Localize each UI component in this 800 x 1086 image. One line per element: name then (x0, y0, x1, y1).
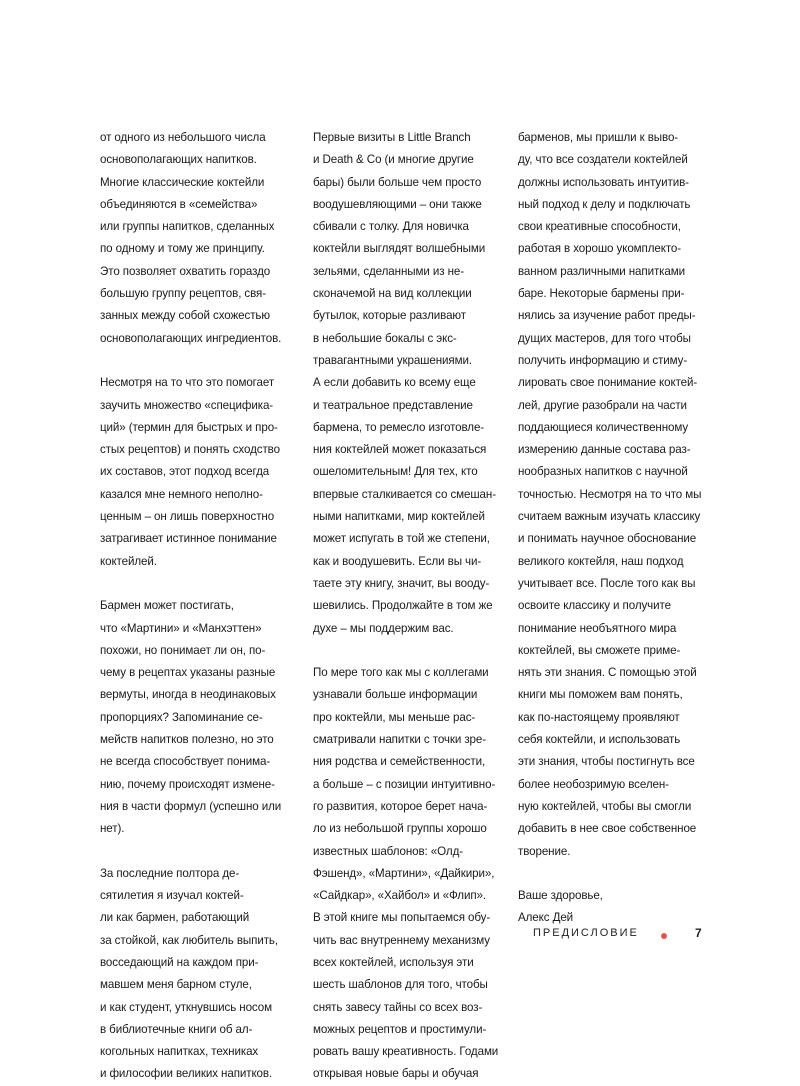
text-line: духе – мы поддержим вас. (313, 621, 454, 635)
text-line: более необозримую вселен- (518, 777, 669, 791)
text-line: свои креативные способности, (518, 220, 681, 234)
text-line: ровать вашу креативность. Годами (313, 1045, 499, 1059)
text-line: ными напитками, мир коктейлей (313, 510, 485, 524)
text-line: снять завесу тайны со всех воз- (313, 1000, 483, 1014)
text-line: нет). (100, 822, 125, 836)
text-line: нялись за изучение работ преды- (518, 309, 696, 323)
text-line: и понимать научное обоснование (518, 532, 697, 546)
text-line: себя коктейли, и использовать (518, 733, 681, 747)
text-line: понимание необъятного мира (518, 621, 677, 635)
text-line: может испугать в той же степени, (313, 532, 490, 546)
text-line: пропорциях? Запоминание се- (100, 710, 263, 724)
text-line: коктейлей, вы сможете приме- (518, 643, 681, 657)
paragraph-gap (313, 640, 503, 662)
text-line: ния родства и семейственности, (313, 755, 486, 769)
paragraph (100, 863, 292, 1086)
text-line: в библиотечные книги об ал- (100, 1022, 253, 1036)
text-line: сконачемой на вид коллекции (313, 287, 472, 301)
text-line: ций» (термин для быстрых и про- (100, 420, 278, 434)
text-line: в небольшие бокалы с экс- (313, 331, 457, 345)
text-line: измерению данные состава раз- (518, 443, 691, 457)
text-line: го развития, которое берет нача- (313, 799, 488, 813)
text-line: или группы напитков, сделанных (100, 220, 275, 234)
text-line: как и воодушевить. Если вы чи- (313, 554, 482, 568)
text-line: ния коктейлей может показаться (313, 443, 487, 457)
text-line: В этой книге мы попытаемся обу- (313, 911, 491, 925)
text-line: занных между собой схожестью (100, 309, 270, 323)
text-line: лей, другие разобрали на части (518, 398, 687, 412)
text-line: сматривали напитки с точки зре- (313, 733, 486, 747)
text-line: работая в хорошо укомплекто- (518, 242, 682, 256)
text-line: ло из небольшой группы хорошо (313, 822, 487, 836)
text-line: нообразных напитков с научной (518, 465, 688, 479)
text-line: бутылок, которые разливают (313, 309, 466, 323)
paragraph-gap (100, 350, 292, 372)
text-line: Бармен может постигать, (100, 599, 234, 613)
footer-dot-icon (661, 933, 667, 939)
text-line: шесть шаблонов для того, чтобы (313, 978, 488, 992)
text-line: и философии великих напитков. (100, 1067, 273, 1081)
text-line: а больше – с позиции интуитивно- (313, 777, 496, 791)
text-line: ценным – он лишь поверхностно (100, 510, 275, 524)
text-line: большую группу рецептов, свя- (100, 287, 266, 301)
text-line: и театральное представление (313, 398, 473, 412)
text-line: основополагающих ингредиентов. (100, 331, 282, 345)
text-line: восседающий на каждом при- (100, 955, 259, 969)
text-line: чить вас внутреннему механизму (313, 933, 490, 947)
text-line: заучить множество «специфика- (100, 398, 274, 412)
text-line: по одному и тому же принципу. (100, 242, 265, 256)
text-line: чему в рецептах указаны разные (100, 666, 276, 680)
page-footer (0, 927, 800, 947)
text-line: вермуты, иногда в неодинаковых (100, 688, 276, 702)
text-line: ду, что все создатели коктейлей (518, 153, 688, 167)
text-column-3 (518, 127, 708, 930)
text-line: барменов, мы пришли к выво- (518, 131, 679, 144)
text-line: А если добавить ко всему еще (313, 376, 476, 390)
section-title: ПРЕДИСЛОВИЕ (533, 927, 639, 939)
text-line: ный подход к делу и подключать (518, 197, 691, 211)
text-line: учитывает все. После того как вы (518, 576, 696, 590)
paragraph (313, 662, 503, 1086)
paragraph-gap (100, 841, 292, 863)
text-line: коктейлей. (100, 554, 157, 568)
text-line: творение. (518, 844, 571, 858)
text-line: Алекс Дей (518, 911, 574, 925)
text-line: можных рецептов и простимули- (313, 1022, 487, 1036)
text-line: добавить в нее свое собственное (518, 822, 697, 836)
text-line: ную коктейлей, чтобы вы смогли (518, 799, 692, 813)
text-line: великого коктейля, наш подход (518, 554, 684, 568)
text-line: коктейли выглядят волшебными (313, 242, 486, 256)
text-line: считаем важным изучать классику (518, 510, 701, 524)
text-line: Ваше здоровье, (518, 889, 603, 903)
paragraph-gap (518, 863, 708, 885)
text-line: ли как бармен, работающий (100, 911, 250, 925)
text-line: объединяются в «семейства» (100, 197, 258, 211)
text-line: поддающиеся количественному (518, 420, 689, 434)
paragraph (518, 885, 708, 930)
text-line: освоите классику и получите (518, 599, 671, 613)
text-line: казался мне немного неполно- (100, 487, 263, 501)
text-line: дущих мастеров, для того чтобы (518, 331, 691, 345)
text-line: открывая новые бары и обучая (313, 1067, 479, 1081)
text-line: По мере того как мы с коллегами (313, 666, 489, 680)
text-line: сбивали с толку. Для новичка (313, 220, 469, 234)
text-line: Это позволяет охватить гораздо (100, 264, 271, 278)
text-line: Первые визиты в Little Branch (313, 131, 471, 144)
text-line: ошеломительным! Для тех, кто (313, 465, 478, 479)
text-line: баре. Некоторые бармены при- (518, 287, 685, 301)
text-line: За последние полтора де- (100, 866, 240, 880)
text-line: книги мы поможем вам понять, (518, 688, 683, 702)
text-line: сятилетия я изучал коктей- (100, 889, 244, 903)
text-line: затрагивает истинное понимание (100, 532, 277, 546)
text-line: известных шаблонов: «Олд- (313, 844, 464, 858)
text-line: мавшем меня барном стуле, (100, 978, 252, 992)
text-line: Фэшенд», «Мартини», «Дайкири», (313, 866, 495, 880)
paragraph (313, 127, 503, 640)
text-line: стых рецептов) и понять сходство (100, 443, 280, 457)
text-line: нию, почему происходят измене- (100, 777, 275, 791)
text-line: ванном различными напитками (518, 264, 685, 278)
text-line: как по-настоящему проявляют (518, 710, 680, 724)
text-line: не всегда способствует понима- (100, 755, 271, 769)
text-line: получить информацию и стиму- (518, 353, 688, 367)
text-line: шевились. Продолжайте в том же (313, 599, 493, 613)
text-line: мейств напитков полезно, но это (100, 733, 274, 747)
text-line: Многие классические коктейли (100, 175, 265, 189)
text-line: ния в части формул (успешно или (100, 799, 282, 813)
page-number: 7 (695, 926, 702, 940)
text-line: точностью. Несмотря на то что мы (518, 487, 702, 501)
paragraph (518, 127, 708, 863)
text-line: от одного из небольшого числа (100, 131, 266, 144)
text-line: воодушевляющими – они также (313, 197, 482, 211)
text-line: впервые сталкивается со смешан- (313, 487, 496, 501)
text-line: травагантными украшениями. (313, 353, 472, 367)
text-line: зельями, сделанными из не- (313, 264, 464, 278)
text-line: за стойкой, как любитель выпить, (100, 933, 278, 947)
text-line: «Сайдкар», «Хайбол» и «Флип». (313, 889, 486, 903)
paragraph-gap (100, 573, 292, 595)
text-line: похожи, но понимает ли он, по- (100, 643, 266, 657)
paragraph (100, 127, 292, 350)
text-line: и как студент, уткнувшись носом (100, 1000, 272, 1014)
paragraph (100, 372, 292, 573)
text-line: таете эту книгу, значит, вы вооду- (313, 576, 490, 590)
text-line: основополагающих напитков. (100, 153, 257, 167)
text-line: Несмотря на то что это помогает (100, 376, 275, 390)
text-line: должны использовать интуитив- (518, 175, 689, 189)
text-line: бары) были больше чем просто (313, 175, 482, 189)
text-line: всех коктейлей, используя эти (313, 955, 474, 969)
text-line: что «Мартини» и «Манхэттен» (100, 621, 262, 635)
text-line: и Death & Co (и многие другие (313, 153, 474, 167)
text-line: эти знания, чтобы постигнуть все (518, 755, 695, 769)
paragraph (100, 595, 292, 840)
text-line: лировать свое понимание коктей- (518, 376, 698, 390)
text-line: когольных напитках, техниках (100, 1045, 259, 1059)
text-line: бармена, то ремесло изготовле- (313, 420, 485, 434)
text-line: их составов, этот подход всегда (100, 465, 270, 479)
text-line: нять эти знания. С помощью этой (518, 666, 697, 680)
text-line: узнавали больше информации (313, 688, 478, 702)
text-line: про коктейли, мы меньше рас- (313, 710, 476, 724)
